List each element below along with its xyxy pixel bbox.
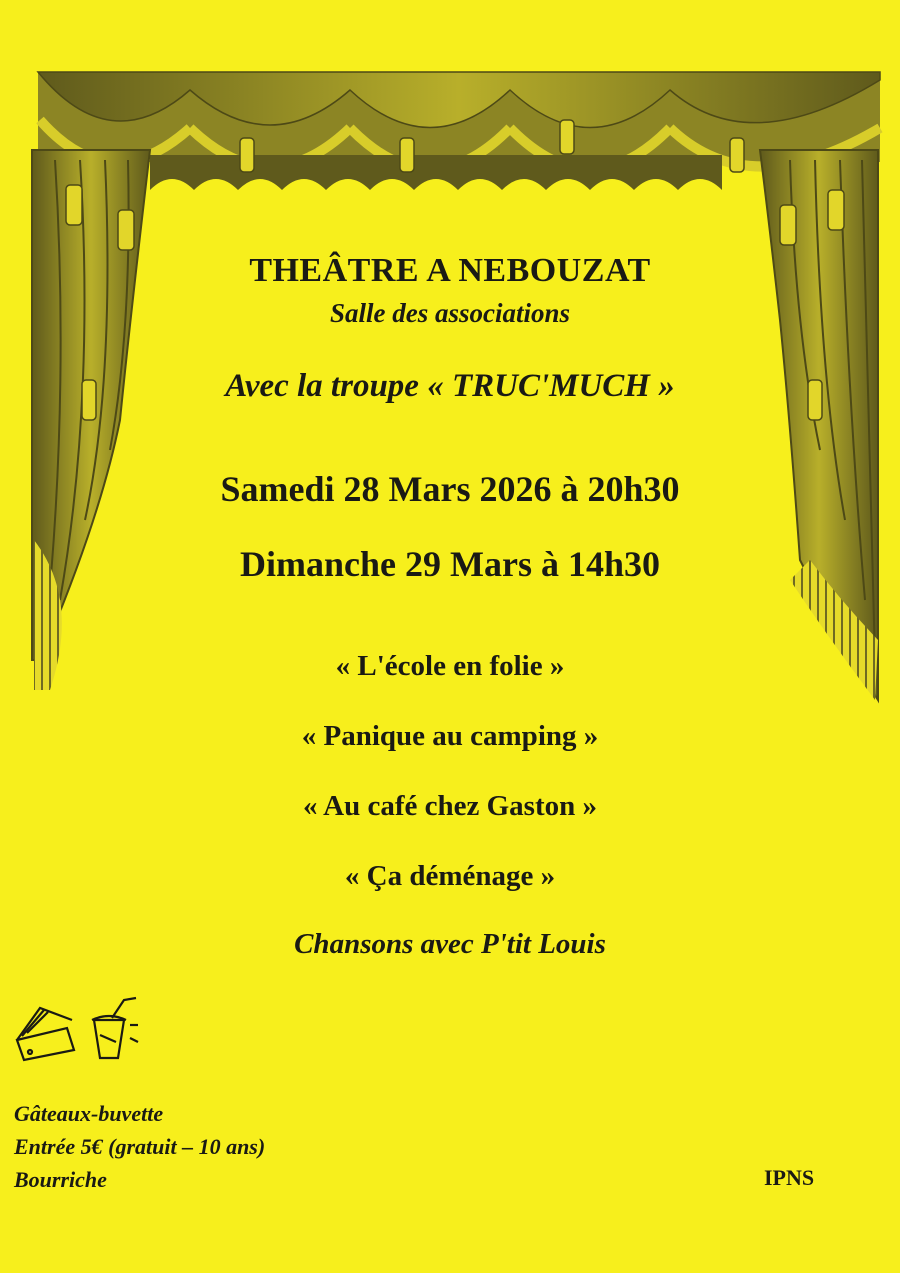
ipns-label: IPNS [764, 1165, 815, 1190]
play-title: « Ça déménage » [344, 860, 556, 892]
icons-group [12, 990, 152, 1065]
venue-subtitle: Salle des associations [329, 298, 571, 328]
songs-line: Chansons avec P'tit Louis [294, 928, 606, 960]
troupe-line: Avec la troupe « TRUC'MUCH » [225, 368, 675, 404]
date-saturday: Samedi 28 Mars 2026 à 20h30 [220, 469, 680, 509]
page-title: THEÂTRE A NEBOUZAT [249, 252, 651, 289]
play-title: « Panique au camping » [301, 720, 599, 752]
play-title: « Au café chez Gaston » [303, 790, 597, 822]
footer-info [14, 1097, 265, 1196]
date-sunday: Dimanche 29 Mars à 14h30 [240, 544, 660, 584]
ticket-icon [17, 1008, 74, 1060]
footer-line: Gâteaux-buvette [14, 1101, 164, 1126]
footer-line: Bourriche [14, 1167, 107, 1192]
footer-line: Entrée 5€ (gratuit – 10 ans) [14, 1134, 266, 1159]
drink-cup-icon [92, 998, 138, 1058]
play-title: « L'école en folie » [335, 650, 565, 682]
